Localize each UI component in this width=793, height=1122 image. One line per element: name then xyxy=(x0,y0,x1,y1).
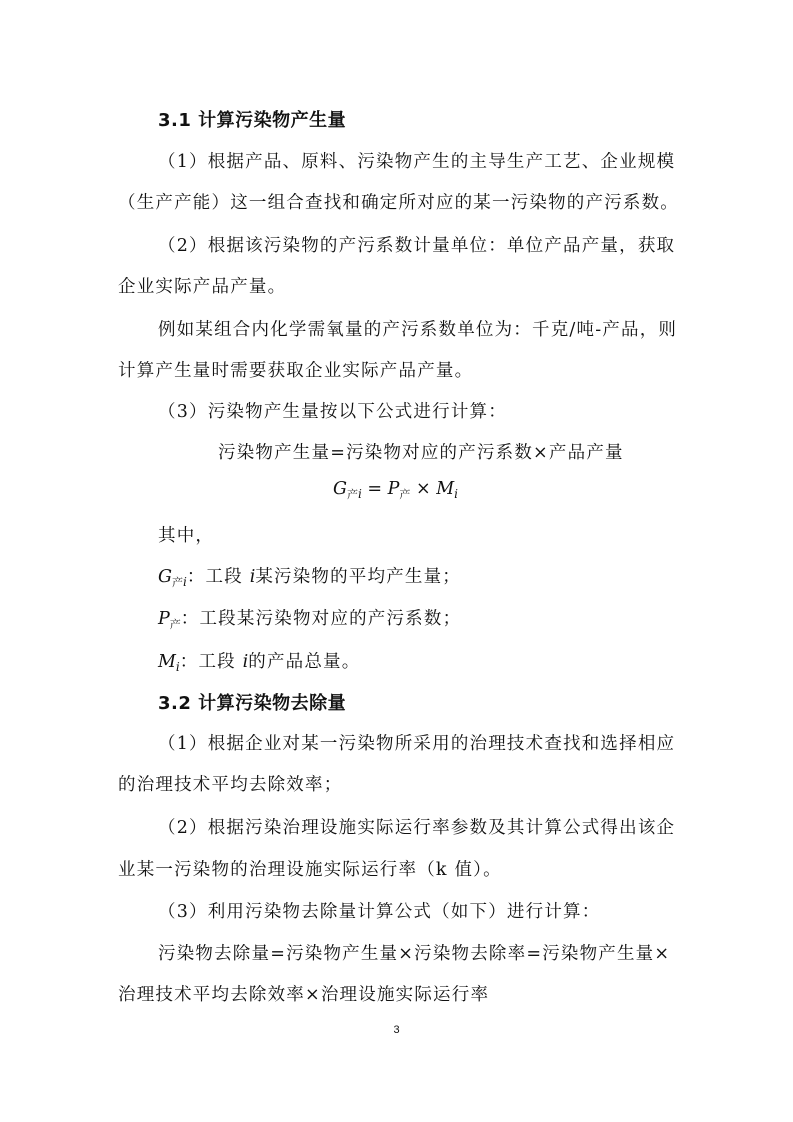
paragraph-line: （2）根据污染治理设施实际运行率参数及其计算公式得出该企 xyxy=(158,818,676,838)
formula-equals: = xyxy=(361,479,388,499)
formula-sub-chan: 产 xyxy=(399,488,411,501)
definition-g: $G_{产i}$：工段 i某污染物的平均产生量； xyxy=(158,567,462,589)
paragraph-line: 污染物去除量=污染物产生量×污染物去除率=污染物产生量× xyxy=(158,944,671,964)
paragraph-line: （1）根据企业对某一污染物所采用的治理技术查找和选择相应 xyxy=(158,734,676,754)
formula-sub-i: i xyxy=(357,487,362,501)
paragraph-line: （2）根据该污染物的产污系数计量单位：单位产品产量，获取 xyxy=(158,236,676,256)
paragraph-line: （3）利用污染物去除量计算公式（如下）进行计算： xyxy=(158,902,601,922)
paragraph-line: 企业实际产品产量。 xyxy=(118,277,287,297)
where-label: 其中， xyxy=(158,526,215,546)
def-symbol-m: M xyxy=(158,652,176,672)
formula-sub-i: i xyxy=(454,487,458,501)
formula-symbol-p: P xyxy=(387,479,400,499)
page-number: 3 xyxy=(393,1024,400,1036)
section-heading-3-1: 3.1 计算污染物产生量 xyxy=(158,110,347,131)
formula-times: × xyxy=(410,479,437,499)
paragraph-line: （3）污染物产生量按以下公式进行计算： xyxy=(158,402,507,422)
def-symbol-p: P xyxy=(158,609,170,629)
paragraph-line: 例如某组合内化学需氧量的产污系数单位为：千克/吨-产品，则 xyxy=(158,320,678,340)
formula-symbol-m: M xyxy=(436,479,455,499)
paragraph-line: （生产产能）这一组合查找和确定所对应的某一污染物的产污系数。 xyxy=(118,193,679,213)
paragraph-line: 的治理技术平均去除效率； xyxy=(118,775,343,795)
section-heading-3-2: 3.2 计算污染物去除量 xyxy=(158,693,347,714)
formula-sub-chan: 产 xyxy=(346,488,358,501)
paragraph-line: 计算产生量时需要获取企业实际产品产量。 xyxy=(118,361,474,381)
definition-m: $M_i$：工段 i的产品总量。 xyxy=(158,652,361,674)
def-symbol-g: G xyxy=(158,567,172,587)
paragraph-line: 治理技术平均去除效率×治理设施实际运行率 xyxy=(118,985,490,1005)
paragraph-line: （1）根据产品、原料、污染物产生的主导生产工艺、企业规模 xyxy=(158,152,676,172)
formula-equation xyxy=(333,479,458,502)
formula-symbol-g: G xyxy=(333,479,347,499)
definition-p: $P_产$：工段某污染物对应的产污系数； xyxy=(158,609,462,631)
formula-text: 污染物产生量=污染物对应的产污系数×产品产量 xyxy=(218,443,624,463)
paragraph-line: 业某一污染物的治理设施实际运行率（k 值）。 xyxy=(118,860,502,880)
